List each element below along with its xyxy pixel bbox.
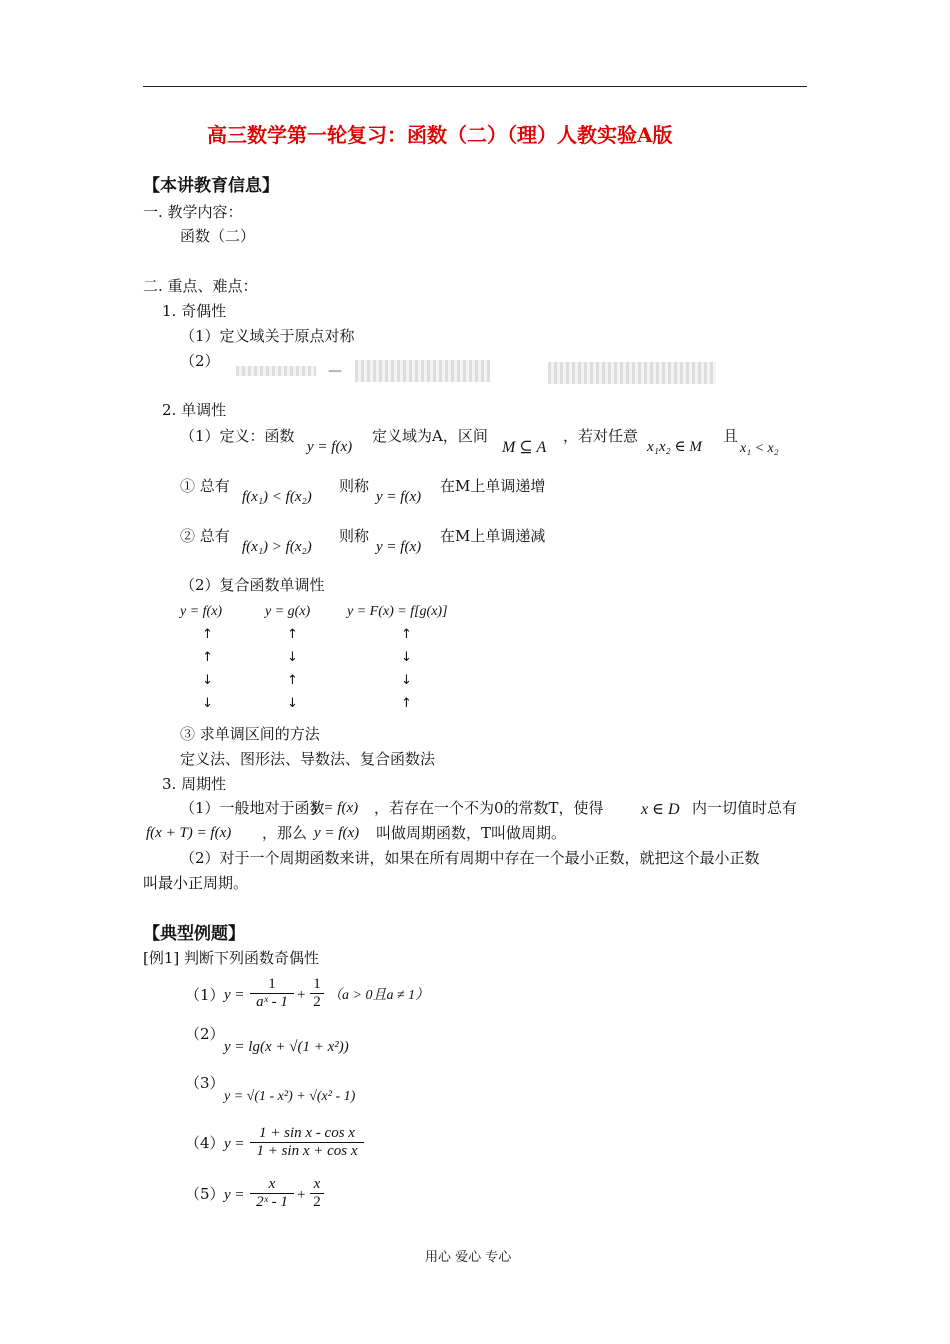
min-period-def-1: （2）对于一个周期函数来讲，如果在所有周期中存在一个最小正数，就把这个最小正数 bbox=[180, 849, 760, 867]
example-1-fraction-2 bbox=[310, 976, 324, 1012]
mono-def-text-1: （1）定义：函数 bbox=[180, 427, 295, 445]
parity-rule-2-label: （2） bbox=[180, 352, 220, 370]
composite-cell: ↑ bbox=[202, 650, 213, 665]
mono-interval-methods-title: ③ 求单调区间的方法 bbox=[180, 725, 320, 743]
topic-monotonicity: 2. 单调性 bbox=[162, 401, 227, 419]
mono-case-2-prefix: ② 总有 bbox=[180, 527, 230, 545]
composite-cell: ↑ bbox=[202, 627, 213, 642]
composite-header-f: y = f(x) bbox=[180, 604, 223, 619]
example-5-fraction-2 bbox=[310, 1176, 324, 1212]
section-heading-info: 【本讲教育信息】 bbox=[143, 176, 279, 196]
topic-periodicity: 3. 周期性 bbox=[162, 775, 227, 793]
page-title: 高三数学第一轮复习：函数（二）（理）人教实验A版 bbox=[207, 123, 673, 147]
composite-cell: ↓ bbox=[401, 673, 412, 688]
example-5-denominator: 2ˣ - 1 bbox=[256, 1194, 288, 1211]
example-1-plus: + bbox=[297, 987, 306, 1003]
example-label: （4） bbox=[185, 1134, 225, 1152]
example-1-condition: （a > 0且a ≠ 1） bbox=[328, 988, 430, 1003]
composite-cell: ↑ bbox=[287, 673, 298, 688]
parity-rule-1: （1）定义域关于原点对称 bbox=[180, 327, 355, 345]
example-5-numerator: x bbox=[268, 1176, 276, 1192]
mono-case-1-func: y = f(x) bbox=[376, 489, 422, 505]
mono-def-inequality: x₁ < x₂ bbox=[740, 441, 779, 456]
composite-cell: ↑ bbox=[401, 627, 412, 642]
composite-cell: ↓ bbox=[401, 650, 412, 665]
example-4-fraction bbox=[250, 1125, 364, 1161]
period-def-1d: ，那么 bbox=[262, 824, 308, 842]
mono-case-2-mid: 则称 bbox=[339, 527, 370, 545]
period-def-domain: x ∈ D bbox=[641, 801, 680, 818]
example-1-numerator-2: 1 bbox=[313, 976, 321, 992]
garbled-formula-glyph: — bbox=[328, 363, 342, 379]
mono-def-text-3: ，若对任意 bbox=[563, 427, 639, 445]
composite-cell: ↓ bbox=[287, 650, 298, 665]
example-5-numerator-2: x bbox=[313, 1176, 321, 1192]
period-def-1e: 叫做周期函数，T叫做周期。 bbox=[376, 824, 567, 842]
example-1-fraction bbox=[250, 976, 294, 1012]
topic-parity: 1. 奇偶性 bbox=[162, 302, 227, 320]
garbled-formula-image-3 bbox=[548, 362, 716, 384]
composite-title: （2）复合函数单调性 bbox=[180, 576, 325, 594]
composite-header-F: y = F(x) = f[g(x)] bbox=[347, 604, 448, 619]
example-5-y: y = bbox=[224, 1187, 245, 1203]
page-footer: 用心 爱心 专心 bbox=[425, 1250, 512, 1265]
mono-def-vars: x₁x₂ ∈ M bbox=[647, 439, 702, 455]
item-teaching-content: 一. 教学内容： bbox=[143, 203, 243, 221]
period-def-equation: f(x + T) = f(x) bbox=[146, 825, 232, 841]
period-def-func: y = f(x) bbox=[313, 800, 359, 816]
garbled-formula-image-2 bbox=[355, 360, 490, 382]
mono-case-1-mid: 则称 bbox=[339, 477, 370, 495]
example-4-y: y = bbox=[224, 1136, 245, 1152]
garbled-formula-image bbox=[236, 366, 316, 376]
example-5-denominator-2: 2 bbox=[313, 1194, 321, 1211]
example-label: （2） bbox=[185, 1025, 225, 1043]
mono-case-2-suffix: 在M上单调递减 bbox=[440, 527, 546, 545]
section-heading-examples: 【典型例题】 bbox=[143, 924, 245, 944]
example-5-fraction bbox=[250, 1176, 294, 1212]
composite-cell: ↓ bbox=[287, 696, 298, 711]
mono-case-1-suffix: 在M上单调递增 bbox=[440, 477, 546, 495]
example-1-denominator: aˣ - 1 bbox=[256, 994, 288, 1011]
example-label: （3） bbox=[185, 1074, 225, 1092]
mono-def-text-2: 定义域为A，区间 bbox=[372, 427, 488, 445]
example-4-numerator: 1 + sin x - cos x bbox=[259, 1125, 355, 1141]
mono-def-func: y = f(x) bbox=[307, 439, 353, 455]
example-1-title: [例1] 判断下列函数奇偶性 bbox=[143, 949, 320, 967]
composite-cell: ↑ bbox=[401, 696, 412, 711]
min-period-def-2: 叫最小正周期。 bbox=[143, 874, 249, 892]
example-5-plus: + bbox=[297, 1187, 306, 1203]
example-1-denominator-2: 2 bbox=[313, 994, 321, 1011]
item-teaching-content-value: 函数（二） bbox=[180, 227, 256, 245]
example-label: （5） bbox=[185, 1185, 225, 1203]
period-def-1c: 内一切值时总有 bbox=[692, 799, 798, 817]
example-2-formula: y = lg(x + √(1 + x²)) bbox=[224, 1039, 349, 1055]
item-key-points: 二. 重点、难点： bbox=[143, 277, 258, 295]
header-rule bbox=[143, 86, 807, 87]
example-3-formula: y = √(1 - x²) + √(x² - 1) bbox=[224, 1089, 356, 1104]
example-1-y: y = bbox=[224, 987, 245, 1003]
mono-case-2-inequality: f(x₁) > f(x₂) bbox=[242, 539, 312, 555]
mono-case-2-func: y = f(x) bbox=[376, 539, 422, 555]
mono-def-interval: M ⊆ A bbox=[502, 439, 547, 456]
composite-header-g: y = g(x) bbox=[265, 604, 311, 619]
example-label: （1） bbox=[185, 986, 225, 1004]
mono-case-1-prefix: ① 总有 bbox=[180, 477, 230, 495]
composite-cell: ↓ bbox=[202, 696, 213, 711]
mono-def-text-4: 且 bbox=[723, 427, 739, 445]
period-def-1a: （1）一般地对于函数 bbox=[180, 799, 325, 817]
composite-cell: ↑ bbox=[287, 627, 298, 642]
mono-case-1-inequality: f(x₁) < f(x₂) bbox=[242, 489, 312, 505]
period-def-func-2: y = f(x) bbox=[314, 825, 360, 841]
example-1-numerator: 1 bbox=[268, 976, 276, 992]
composite-cell: ↓ bbox=[202, 673, 213, 688]
period-def-1b: ，若存在一个不为0的常数T，使得 bbox=[374, 799, 604, 817]
example-4-denominator: 1 + sin x + cos x bbox=[256, 1143, 358, 1160]
mono-interval-methods: 定义法、图形法、导数法、复合函数法 bbox=[180, 750, 436, 768]
